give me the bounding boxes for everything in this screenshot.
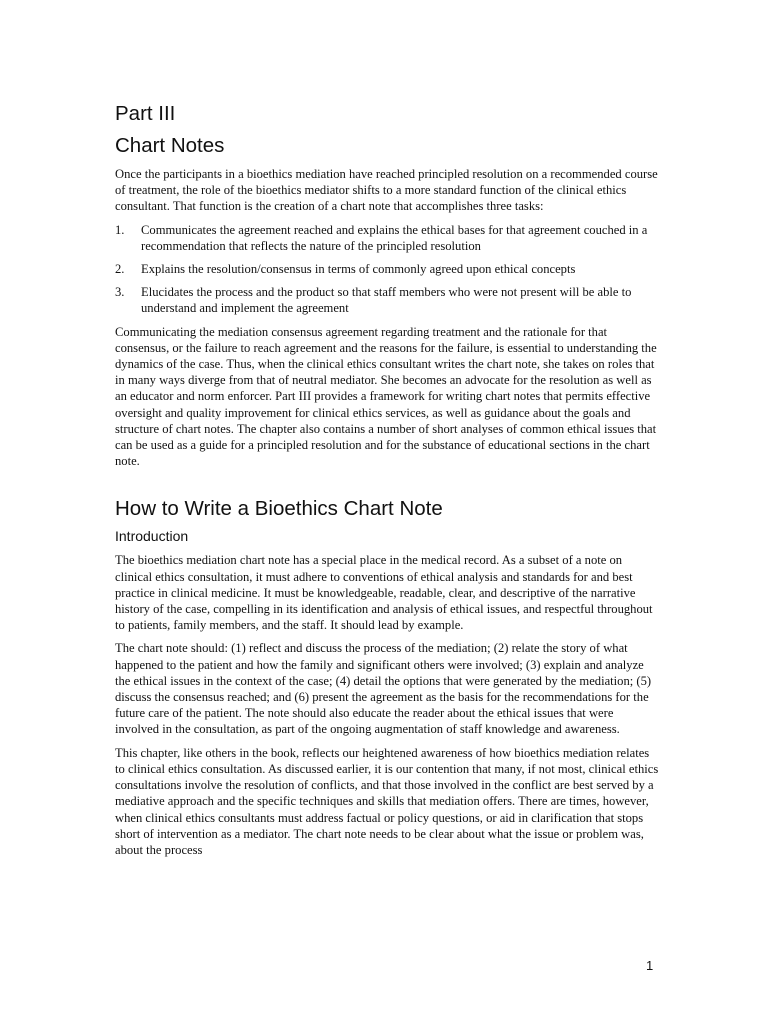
list-item [115, 261, 660, 277]
body-paragraph: The chart note should: (1) reflect and discuss the process of the mediation; (2) relate the story of what happened to the patient and how the family and significant others were involved; (3) explain and analyze the ethical issues in the context of the case; (4) detail the options that were generated by the mediation; (5) discuss the consensus reached; and (6) present the agreement as the basis for the recommendations for the future care of the patient. The note should also educate the reader about the ethical issues that were involved in the consultation, as part of the ongoing augmentation of staff knowledge and awareness. [115, 641, 652, 737]
subsection-title: Introduction [115, 528, 189, 545]
list-item [115, 284, 660, 316]
section-title: How to Write a Bioethics Chart Note [115, 497, 443, 521]
list-item-number: 3. [115, 285, 125, 300]
intro-paragraph: Once the participants in a bioethics mediation have reached principled resolution on a recommended course of treatment, the role of the bioethics mediator shifts to a more standard function of the clinical ethics consultant. That function is the creation of a chart note that accomplishes three tasks: [115, 167, 658, 214]
page-number: 1 [646, 958, 654, 973]
list-item [115, 222, 660, 254]
body-paragraph: The bioethics mediation chart note has a special place in the medical record. As a subset of a note on clinical ethics consultation, it must adhere to conventions of ethical analysis and standards for and best practice in clinical medicine. It must be knowledgeable, readable, clear, and descriptive of the narrative history of the case, compelling in its identification and analysis of ethical issues, and respectful throughout to patients, family members, and the staff. It should lead by example. [115, 553, 653, 633]
chapter-title: Chart Notes [115, 134, 225, 157]
list-item-text: Explains the resolution/consensus in terms of commonly agreed upon ethical concepts [141, 262, 576, 277]
list-item-number: 2. [115, 262, 125, 277]
body-paragraph: This chapter, like others in the book, reflects our heightened awareness of how bioethics mediation relates to clinical ethics consultation. As discussed earlier, it is our contention that many, if not most, clinical ethics consultations involve the resolution of conflicts, and that those involved in the conflict are best served by a mediative approach and the specific techniques and skills that mediation offers. There are times, however, when clinical ethics consultants must address factual or policy questions, or aid in clarification that stops short of intervention as a mediator. The chart note needs to be clear about what the issue or problem was, about the process [115, 745, 659, 857]
part-title: Part III [115, 102, 176, 125]
list-item-text: Communicates the agreement reached and explains the ethical bases for that agreement couched in a recommendation that reflects the nature of the principled resolution [141, 222, 648, 253]
document-page [115, 100, 660, 865]
summary-paragraph: Communicating the mediation consensus agreement regarding treatment and the rationale for that consensus, or the failure to reach agreement and the reasons for the failure, is essential to understanding the dynamics of the case. Thus, when the clinical ethics consultant writes the chart note, she takes on roles that in many ways diverge from that of neutral mediator. She becomes an advocate for the resolution as well as an educator and norm enforcer. Part III provides a framework for writing chart notes that permits effective oversight and quality improvement for clinical ethics services, as well as guidance about the goals and structure of chart notes. The chapter also contains a number of short analyses of common ethical issues that can be used as a guide for a principled resolution and for the substance of educational sections in the chart note. [115, 324, 657, 469]
list-item-number: 1. [115, 222, 125, 237]
tasks-list [115, 222, 660, 317]
list-item-text: Elucidates the process and the product so that staff members who were not present will be able to understand and implement the agreement [141, 285, 632, 316]
